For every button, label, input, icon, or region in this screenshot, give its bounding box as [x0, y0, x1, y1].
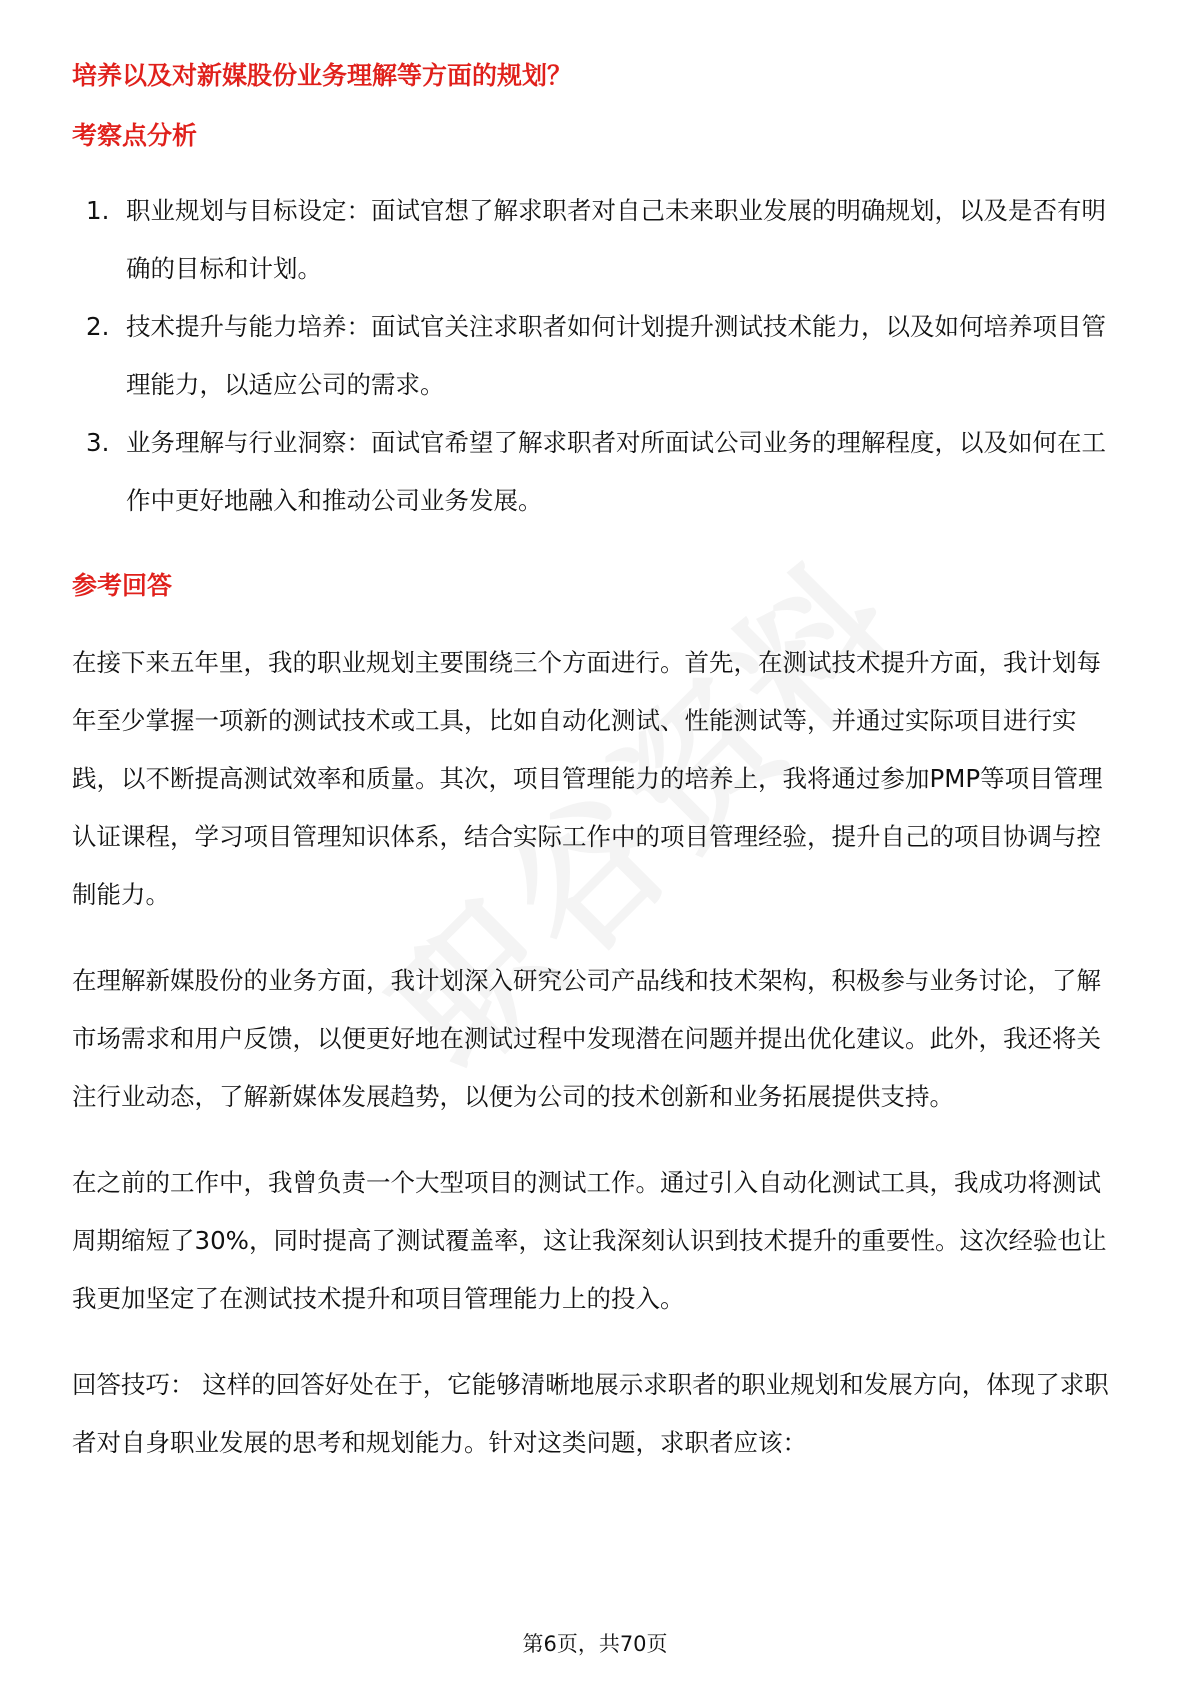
point-number: 3. — [86, 428, 110, 457]
question-heading: 培养以及对新媒股份业务理解等方面的规划？ — [72, 61, 573, 90]
point-text: 职业规划与目标设定：面试官想了解求职者对自己未来职业发展的明确规划，以及是否有明确的目标和计划。 — [126, 196, 1106, 283]
analysis-point — [72, 182, 1122, 298]
answer-paragraph: 在之前的工作中，我曾负责一个大型项目的测试工作。通过引入自动化测试工具，我成功将测试周期缩短了30%，同时提高了测试覆盖率，这让我深刻认识到技术提升的重要性。这次经验也让我更加坚定了在测试技术提升和项目管理能力上的投入。 — [72, 1168, 1107, 1313]
point-number: 2. — [86, 312, 110, 341]
answer-heading: 参考回答 — [72, 571, 173, 600]
analysis-point — [72, 414, 1122, 530]
point-number: 1. — [86, 196, 110, 225]
answer-paragraph: 在接下来五年里，我的职业规划主要围绕三个方面进行。首先，在测试技术提升方面，我计划每年至少掌握一项新的测试技术或工具，比如自动化测试、性能测试等，并通过实际项目进行实践，以不断提高测试效率和质量。其次，项目管理能力的培养上，我将通过参加PMP等项目管理认证课程，学习项目管理知识体系，结合实际工作中的项目管理经验，提升自己的项目协调与控制能力。 — [72, 648, 1103, 909]
page-number: 第6页，共70页 — [522, 1632, 668, 1656]
analysis-heading: 考察点分析 — [72, 121, 198, 150]
answer-paragraph: 在理解新媒股份的业务方面，我计划深入研究公司产品线和技术架构，积极参与业务讨论，了解市场需求和用户反馈，以便更好地在测试过程中发现潜在问题并提出优化建议。此外，我还将关注行业动态，了解新媒体发展趋势，以便为公司的技术创新和业务拓展提供支持。 — [72, 966, 1101, 1111]
tips-paragraph: 回答技巧： 这样的回答好处在于，它能够清晰地展示求职者的职业规划和发展方向，体现了求职者对自身职业发展的思考和规划能力。针对这类问题，求职者应该： — [72, 1370, 1109, 1457]
point-text: 技术提升与能力培养：面试官关注求职者如何计划提升测试技术能力，以及如何培养项目管理能力，以适应公司的需求。 — [126, 312, 1106, 399]
point-text: 业务理解与行业洞察：面试官希望了解求职者对所面试公司业务的理解程度，以及如何在工作中更好地融入和推动公司业务发展。 — [126, 428, 1106, 515]
document-page — [72, 58, 1122, 1472]
analysis-point — [72, 298, 1122, 414]
analysis-list — [72, 182, 1122, 530]
